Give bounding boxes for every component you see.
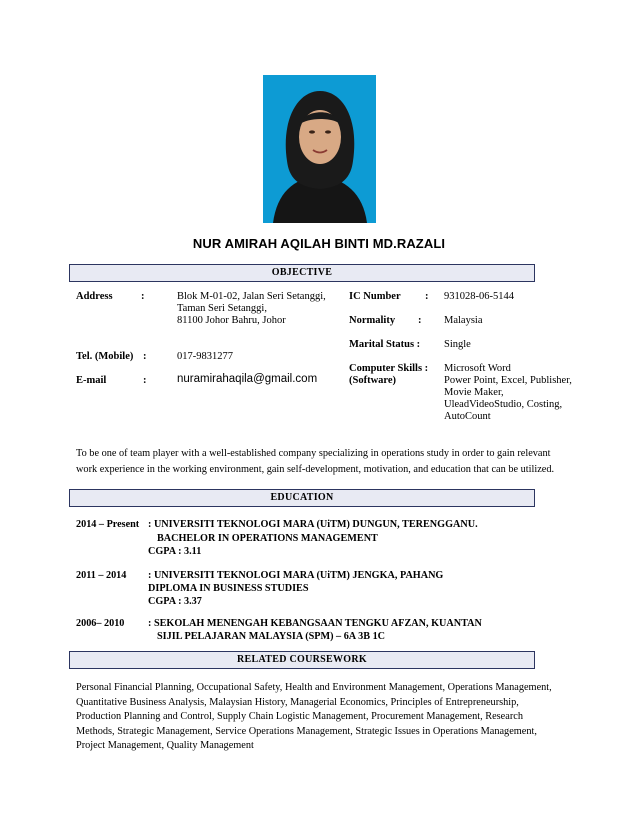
ic-value: 931028-06-5144	[444, 291, 514, 302]
coursework-heading: RELATED COURSEWORK	[69, 651, 535, 669]
address-line-1: Blok M-01-02, Jalan Seri Setanggi,	[177, 291, 326, 302]
nationality-value: Malaysia	[444, 315, 483, 326]
education-1-cgpa: CGPA : 3.11	[148, 546, 202, 557]
candidate-name: NUR AMIRAH AQILAH BINTI MD.RAZALI	[192, 236, 446, 251]
email-label: E-mail	[76, 375, 107, 386]
skill-line-2: Power Point, Excel, Publisher,	[444, 375, 572, 386]
objective-text	[76, 446, 566, 478]
address-line-2: Taman Seri Setanggi,	[177, 303, 267, 314]
education-2-program: DIPLOMA IN BUSINESS STUDIES	[148, 583, 309, 594]
education-3-result: SIJIL PELAJARAN MALAYSIA (SPM) – 6A 3B 1C	[157, 631, 386, 642]
tel-value: 017-9831277	[177, 351, 233, 362]
objective-line-1: To be one of team player with a well-established company specializing in operations study in order to gain relevant	[76, 448, 551, 459]
computer-skills-label: Computer Skills :	[349, 363, 429, 374]
coursework-text	[76, 681, 566, 754]
education-1-institution: : UNIVERSITI TEKNOLOGI MARA (UiTM) DUNGUN, TERENGGANU.	[148, 519, 478, 530]
marital-label: Marital Status :	[349, 339, 421, 350]
coursework-line-1: Personal Financial Planning, Occupational Safety, Health and Environment Management, Operations Management,	[76, 682, 552, 693]
tel-colon: :	[143, 351, 147, 362]
education-2-cgpa: CGPA : 3.37	[148, 596, 202, 607]
email-colon: :	[143, 375, 147, 386]
education-2-institution: : UNIVERSITI TEKNOLOGI MARA (UiTM) JENGKA, PAHANG	[148, 570, 444, 581]
coursework-line-2: Quantitative Business Analysis, Malaysian History, Managerial Economics, Principles of Entrepreneurship,	[76, 696, 519, 708]
coursework-line-5: Project Management, Quality Management	[76, 740, 254, 751]
email-value: nuramirahaqila@gmail.com	[177, 373, 318, 385]
marital-value: Single	[444, 339, 471, 350]
skill-line-4: UleadVideoStudio, Costing,	[444, 399, 563, 410]
skill-line-3: Movie Maker,	[444, 387, 504, 398]
skill-line-1: Microsoft Word	[444, 363, 511, 374]
education-1-program: BACHELOR IN OPERATIONS MANAGEMENT	[157, 533, 378, 544]
coursework-line-4: Methods, Strategic Management, Service Operations Management, Strategic Issues in Operations Management,	[76, 725, 537, 737]
person-photo-illustration	[263, 75, 376, 223]
skill-line-5: AutoCount	[444, 411, 491, 422]
education-3-institution: : SEKOLAH MENENGAH KEBANGSAAN TENGKU AFZAN, KUANTAN	[148, 618, 482, 629]
education-1-years: 2014 – Present	[76, 519, 140, 530]
tel-label: Tel. (Mobile)	[76, 351, 134, 362]
education-3-years: 2006– 2010	[76, 618, 125, 629]
objective-heading: OBJECTIVE	[69, 264, 535, 282]
coursework-line-3: Production Planning and Control, Supply Chain Logistic Management, Procurement Management, Research	[76, 711, 523, 722]
address-label: Address	[76, 291, 113, 302]
ic-label: IC Number	[349, 291, 401, 302]
education-heading: EDUCATION	[69, 489, 535, 507]
address-colon: :	[141, 291, 145, 302]
nationality-colon: :	[418, 315, 422, 326]
software-label: (Software)	[349, 375, 397, 386]
profile-photo	[263, 75, 376, 223]
education-2-years: 2011 – 2014	[76, 570, 127, 581]
ic-colon: :	[425, 291, 429, 302]
address-line-3: 81100 Johor Bahru, Johor	[177, 315, 286, 326]
nationality-label: Normality	[349, 315, 396, 326]
objective-line-2: work experience in the working environment, gain self-development, motivation, and education that can be utilized.	[76, 464, 555, 475]
